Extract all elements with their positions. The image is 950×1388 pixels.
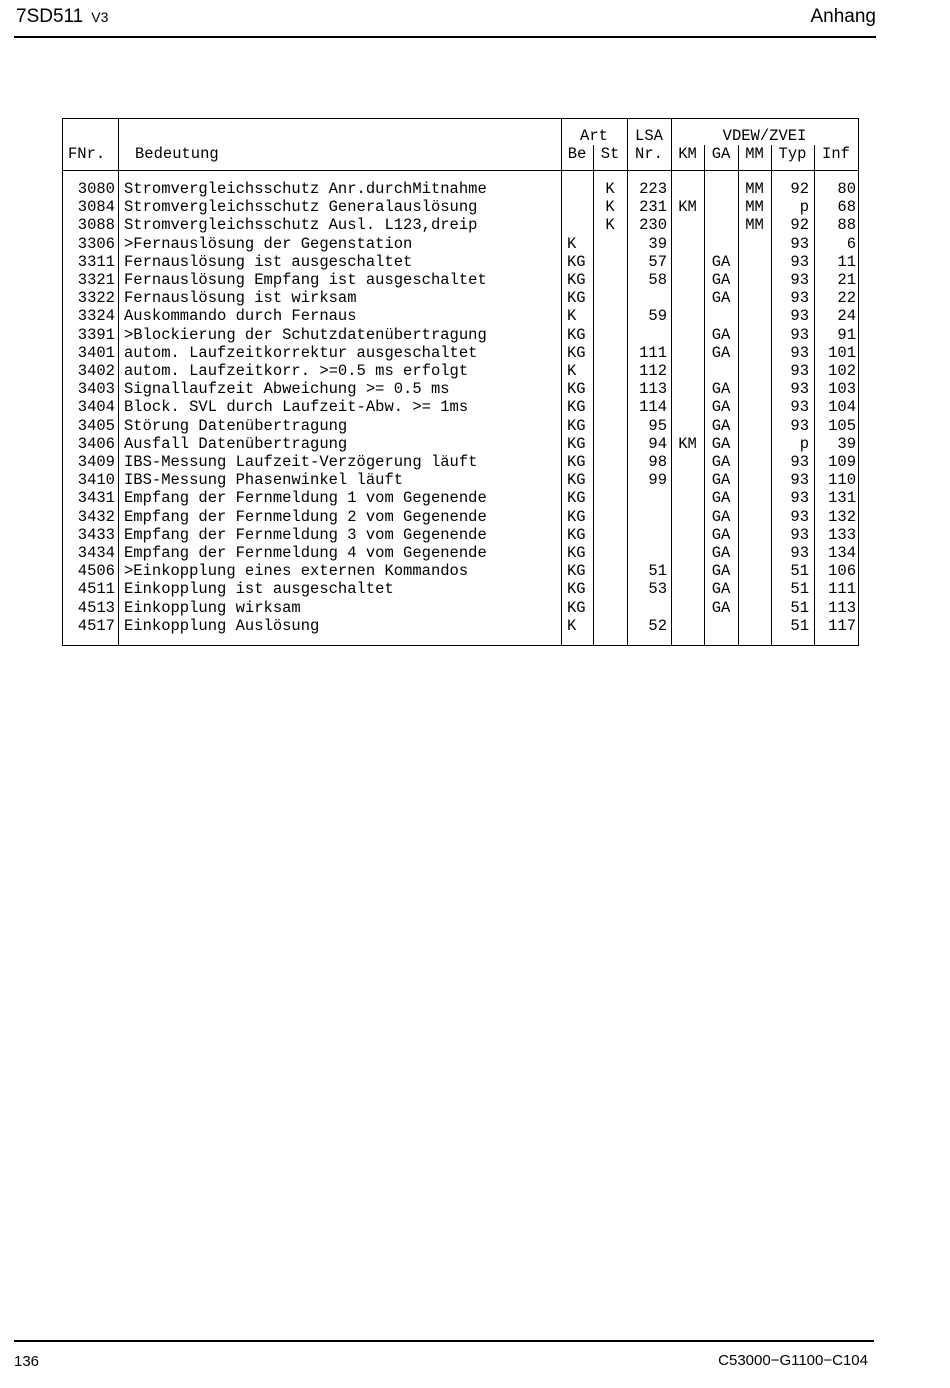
cell-inf: 88	[837, 216, 856, 235]
cell-ga: GA	[711, 289, 731, 308]
cell-fnr: 3402	[77, 362, 115, 380]
cell-fnr: 3406	[77, 434, 115, 453]
cell-fnr: 4513	[77, 598, 115, 617]
cell-fnr: 3403	[77, 380, 115, 399]
cell-fnr: 3431	[77, 489, 115, 508]
cell-inf: 101	[828, 343, 856, 362]
cell-ga: GA	[711, 416, 731, 435]
cell-nr: 95	[648, 416, 667, 435]
header-be: Be	[567, 145, 587, 163]
header-typ: Typ	[778, 145, 807, 163]
header-st: St	[600, 145, 620, 163]
header-bedeutung: Bedeutung	[135, 145, 219, 163]
cell-be: KG	[567, 489, 586, 508]
cell-text: Stromvergleichsschutz Generalauslösung	[124, 198, 478, 217]
cell-text: Empfang der Fernmeldung 4 vom Gegenende	[124, 544, 487, 562]
cell-inf: 134	[828, 544, 856, 562]
cell-typ: 93	[790, 307, 809, 326]
cell-inf: 111	[828, 580, 856, 599]
cell-fnr: 3084	[77, 198, 115, 217]
cell-be: KG	[567, 416, 586, 435]
cell-typ: 93	[790, 362, 809, 380]
cell-text: Stromvergleichsschutz Ausl. L123,dreip	[124, 216, 478, 235]
cell-typ: 93	[790, 343, 809, 362]
cell-st: K	[605, 216, 615, 235]
cell-st: K	[605, 180, 615, 198]
cell-ga: GA	[711, 471, 731, 490]
cell-fnr: 3311	[77, 252, 115, 271]
cell-fnr: 3432	[77, 507, 115, 526]
cell-ga: GA	[711, 525, 731, 544]
cell-nr: 113	[639, 380, 667, 399]
cell-text: Störung Datenübertragung	[124, 416, 348, 435]
cell-typ: 93	[790, 489, 809, 508]
cell-text: Signallaufzeit Abweichung >= 0.5 ms	[124, 380, 450, 399]
cell-text: Auskommando durch Fernaus	[124, 307, 357, 326]
cell-inf: 106	[828, 562, 856, 581]
cell-inf: 11	[837, 252, 856, 271]
header-mm: MM	[745, 145, 764, 163]
cell-text: >Blockierung der Schutzdatenübertragung	[124, 325, 487, 344]
cell-typ: 92	[790, 216, 809, 235]
cell-typ: 93	[790, 471, 809, 490]
cell-nr: 51	[648, 562, 667, 581]
cell-typ: 51	[790, 580, 809, 599]
cell-inf: 102	[828, 362, 856, 380]
cell-fnr: 3434	[77, 544, 115, 562]
cell-inf: 132	[828, 507, 856, 526]
cell-typ: 51	[790, 598, 809, 617]
cell-km: KM	[678, 198, 697, 217]
cell-be: K	[567, 234, 577, 253]
header-rule	[14, 36, 876, 38]
cell-fnr: 4517	[77, 616, 115, 635]
cell-ga: GA	[711, 271, 731, 289]
cell-ga: GA	[711, 580, 731, 599]
header-nr: Nr.	[635, 145, 663, 163]
cell-fnr: 3433	[77, 525, 115, 544]
cell-text: autom. Laufzeitkorr. >=0.5 ms erfolgt	[124, 362, 469, 380]
cell-typ: 51	[790, 562, 809, 581]
header-section: Anhang	[810, 6, 876, 27]
cell-text: Einkopplung wirksam	[124, 598, 301, 617]
cell-ga: GA	[711, 598, 731, 617]
cell-text: Stromvergleichsschutz Anr.durchMitnahme	[124, 180, 487, 198]
cell-be: KG	[567, 252, 586, 271]
cell-inf: 6	[846, 234, 856, 253]
cell-typ: 93	[790, 453, 809, 471]
header-fnr: FNr.	[68, 145, 106, 163]
cell-be: KG	[567, 434, 586, 453]
cell-text: Einkopplung Auslösung	[124, 616, 320, 635]
device-version: V3	[91, 9, 109, 25]
cell-ga: GA	[711, 489, 731, 508]
message-table	[62, 118, 859, 646]
cell-inf: 133	[828, 525, 856, 544]
header-art: Art	[580, 127, 608, 145]
cell-typ: 93	[790, 525, 809, 544]
cell-typ: p	[799, 198, 809, 217]
cell-inf: 109	[828, 453, 856, 471]
cell-ga: GA	[711, 252, 731, 271]
header-lsa: LSA	[635, 127, 663, 145]
cell-inf: 117	[828, 616, 856, 635]
cell-inf: 68	[837, 198, 856, 217]
cell-text: Einkopplung ist ausgeschaltet	[124, 580, 394, 599]
cell-nr: 230	[639, 216, 667, 235]
cell-ga: GA	[711, 398, 731, 417]
cell-fnr: 3306	[77, 234, 115, 253]
cell-ga: GA	[711, 380, 731, 399]
cell-fnr: 3088	[77, 216, 115, 235]
header-inf: Inf	[822, 145, 850, 163]
cell-typ: 93	[790, 507, 809, 526]
col-divider	[561, 119, 562, 645]
cell-km: KM	[678, 434, 697, 453]
cell-inf: 103	[828, 380, 856, 399]
cell-inf: 24	[837, 307, 856, 326]
cell-text: >Fernauslösung der Gegenstation	[124, 234, 413, 253]
cell-be: KG	[567, 507, 586, 526]
cell-ga: GA	[711, 562, 731, 581]
document-number: C53000−G1100−C104	[718, 1352, 868, 1369]
cell-text: IBS-Messung Laufzeit-Verzögerung läuft	[124, 453, 478, 471]
cell-nr: 111	[639, 343, 667, 362]
cell-nr: 59	[648, 307, 667, 326]
cell-text: Fernauslösung Empfang ist ausgeschaltet	[124, 271, 487, 289]
cell-be: KG	[567, 271, 586, 289]
cell-inf: 39	[837, 434, 856, 453]
cell-st: K	[605, 198, 615, 217]
cell-be: KG	[567, 343, 586, 362]
cell-typ: 93	[790, 416, 809, 435]
cell-inf: 22	[837, 289, 856, 308]
cell-ga: GA	[711, 544, 731, 562]
cell-nr: 114	[639, 398, 667, 417]
cell-text: Fernauslösung ist wirksam	[124, 289, 357, 308]
cell-inf: 110	[828, 471, 856, 490]
cell-fnr: 3391	[77, 325, 115, 344]
cell-be: KG	[567, 380, 586, 399]
cell-fnr: 4506	[77, 562, 115, 581]
cell-fnr: 3324	[77, 307, 115, 326]
header-vdew: VDEW/ZVEI	[722, 127, 807, 145]
cell-be: KG	[567, 544, 586, 562]
cell-typ: 92	[790, 180, 809, 198]
device-name: 7SD511	[16, 6, 84, 27]
cell-text: Empfang der Fernmeldung 3 vom Gegenende	[124, 525, 487, 544]
cell-typ: 93	[790, 398, 809, 417]
header-device	[16, 6, 108, 28]
cell-be: KG	[567, 580, 586, 599]
cell-typ: p	[799, 434, 809, 453]
cell-text: Block. SVL durch Laufzeit-Abw. >= 1ms	[124, 398, 469, 417]
cell-inf: 104	[828, 398, 856, 417]
cell-be: K	[567, 362, 577, 380]
footer-rule	[14, 1340, 874, 1342]
cell-inf: 80	[837, 180, 856, 198]
cell-be: KG	[567, 398, 586, 417]
cell-be: K	[567, 616, 577, 635]
cell-nr: 112	[639, 362, 667, 380]
cell-be: KG	[567, 289, 586, 308]
cell-fnr: 3410	[77, 471, 115, 490]
cell-mm: MM	[745, 198, 764, 217]
header-km: KM	[678, 145, 697, 163]
cell-inf: 105	[828, 416, 856, 435]
cell-text: IBS-Messung Phasenwinkel läuft	[124, 471, 404, 490]
cell-inf: 131	[828, 489, 856, 508]
cell-nr: 94	[648, 434, 667, 453]
cell-inf: 113	[828, 598, 856, 617]
cell-text: Empfang der Fernmeldung 2 vom Gegenende	[124, 507, 487, 526]
cell-text: Empfang der Fernmeldung 1 vom Gegenende	[124, 489, 487, 508]
cell-typ: 93	[790, 271, 809, 289]
cell-text: Ausfall Datenübertragung	[124, 434, 348, 453]
cell-typ: 93	[790, 380, 809, 399]
header-ga: GA	[711, 145, 731, 163]
header-divider	[63, 170, 858, 171]
cell-nr: 39	[648, 234, 667, 253]
cell-ga: GA	[711, 507, 731, 526]
cell-nr: 231	[639, 198, 667, 217]
cell-text: autom. Laufzeitkorrektur ausgeschaltet	[124, 343, 478, 362]
cell-ga: GA	[711, 453, 731, 471]
cell-ga: GA	[711, 434, 731, 453]
cell-fnr: 3404	[77, 398, 115, 417]
cell-text: Fernauslösung ist ausgeschaltet	[124, 252, 413, 271]
cell-typ: 93	[790, 325, 809, 344]
cell-typ: 93	[790, 544, 809, 562]
cell-fnr: 3322	[77, 289, 115, 308]
cell-be: KG	[567, 471, 586, 490]
cell-ga: GA	[711, 325, 731, 344]
cell-fnr: 3321	[77, 271, 115, 289]
cell-nr: 58	[648, 271, 667, 289]
cell-be: K	[567, 307, 577, 326]
cell-be: KG	[567, 598, 586, 617]
col-divider	[118, 119, 119, 645]
cell-typ: 93	[790, 289, 809, 308]
cell-ga: GA	[711, 343, 731, 362]
cell-fnr: 3401	[77, 343, 115, 362]
cell-nr: 52	[648, 616, 667, 635]
cell-nr: 99	[648, 471, 667, 490]
cell-nr: 98	[648, 453, 667, 471]
cell-fnr: 4511	[77, 580, 115, 599]
cell-fnr: 3080	[77, 180, 115, 198]
cell-nr: 57	[648, 252, 667, 271]
cell-be: KG	[567, 562, 586, 581]
cell-nr: 53	[648, 580, 667, 599]
cell-nr: 223	[639, 180, 667, 198]
cell-inf: 21	[837, 271, 856, 289]
cell-typ: 93	[790, 252, 809, 271]
cell-be: KG	[567, 325, 586, 344]
cell-mm: MM	[745, 216, 764, 235]
cell-typ: 93	[790, 234, 809, 253]
cell-text: >Einkopplung eines externen Kommandos	[124, 562, 469, 581]
cell-fnr: 3409	[77, 453, 115, 471]
cell-be: KG	[567, 525, 586, 544]
cell-mm: MM	[745, 180, 764, 198]
cell-typ: 51	[790, 616, 809, 635]
cell-fnr: 3405	[77, 416, 115, 435]
cell-be: KG	[567, 453, 586, 471]
cell-inf: 91	[837, 325, 856, 344]
page-number: 136	[14, 1353, 40, 1370]
